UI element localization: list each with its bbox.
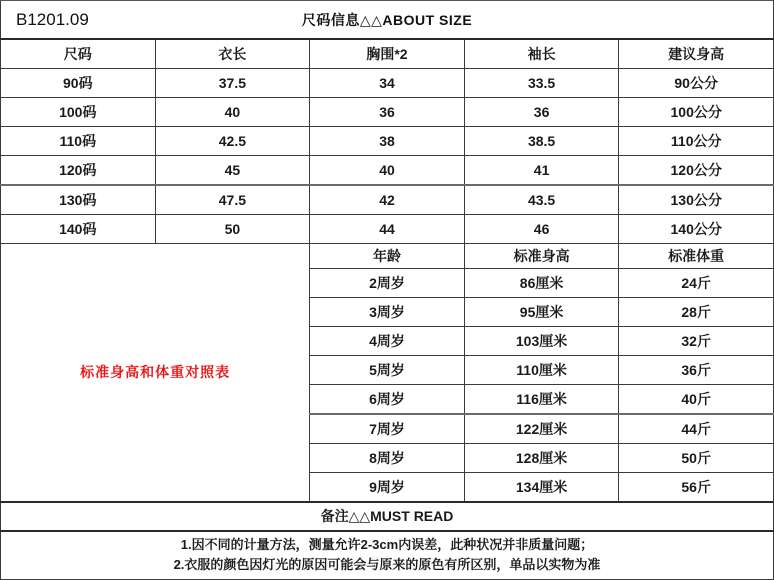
title-cell: [1, 1, 774, 40]
chest-cell: 38: [310, 127, 465, 156]
col-header-length: 衣长: [155, 39, 310, 69]
sleeve-cell: 36: [464, 98, 619, 127]
standard-table-label: 标准身高和体重对照表: [80, 364, 231, 381]
std-height-cell: 122厘米: [464, 414, 619, 444]
std-height-cell: 103厘米: [464, 326, 619, 355]
col-header-size: 尺码: [1, 39, 156, 69]
sleeve-cell: 43.5: [464, 185, 619, 215]
title-wrap: [1, 1, 773, 38]
size-cell: 120码: [1, 156, 156, 186]
length-cell: 40: [155, 98, 310, 127]
size-table-row: [1, 215, 774, 244]
std-height-cell: 134厘米: [464, 472, 619, 502]
col-header-std-height: 标准身高: [464, 244, 619, 269]
size-table-row: [1, 98, 774, 127]
height-cell: 130公分: [619, 185, 774, 215]
page-title: 尺码信息△△ABOUT SIZE: [301, 11, 473, 28]
height-cell: 120公分: [619, 156, 774, 186]
note-line-2: 2.衣服的颜色因灯光的原因可能会与原来的原色有所区别，单品以实物为准: [173, 557, 601, 573]
age-cell: 8周岁: [310, 443, 465, 472]
std-height-cell: 86厘米: [464, 268, 619, 297]
size-cell: 90码: [1, 69, 156, 98]
std-weight-cell: 36斤: [619, 355, 774, 384]
sleeve-cell: 33.5: [464, 69, 619, 98]
col-header-age: 年龄: [310, 244, 465, 269]
height-cell: 110公分: [619, 127, 774, 156]
size-cell: 100码: [1, 98, 156, 127]
size-cell: 130码: [1, 185, 156, 215]
age-cell: 2周岁: [310, 268, 465, 297]
notes-cell: [1, 531, 774, 580]
length-cell: 37.5: [155, 69, 310, 98]
sleeve-cell: 38.5: [464, 127, 619, 156]
height-cell: 90公分: [619, 69, 774, 98]
age-cell: 6周岁: [310, 384, 465, 414]
product-code: B1201.09: [16, 9, 89, 29]
title-row: [1, 1, 774, 40]
size-table-row: [1, 156, 774, 186]
chest-cell: 40: [310, 156, 465, 186]
height-cell: 100公分: [619, 98, 774, 127]
size-table-row: [1, 69, 774, 98]
std-height-cell: 128厘米: [464, 443, 619, 472]
remark-row: [1, 502, 774, 531]
age-cell: 5周岁: [310, 355, 465, 384]
std-height-cell: 95厘米: [464, 297, 619, 326]
std-weight-cell: 56斤: [619, 472, 774, 502]
length-cell: 47.5: [155, 185, 310, 215]
standard-table-header-row: [1, 244, 774, 269]
std-weight-cell: 32斤: [619, 326, 774, 355]
std-height-cell: 110厘米: [464, 355, 619, 384]
chest-cell: 42: [310, 185, 465, 215]
sleeve-cell: 46: [464, 215, 619, 244]
size-cell: 110码: [1, 127, 156, 156]
age-cell: 7周岁: [310, 414, 465, 444]
chest-cell: 44: [310, 215, 465, 244]
std-weight-cell: 40斤: [619, 384, 774, 414]
col-header-height: 建议身高: [619, 39, 774, 69]
note-line-1: 1.因不同的计量方法，测量允许2-3cm内误差，此种状况并非质量问题；: [180, 537, 594, 553]
std-weight-cell: 44斤: [619, 414, 774, 444]
length-cell: 45: [155, 156, 310, 186]
side-label-cell: [1, 244, 310, 502]
size-table-row: [1, 127, 774, 156]
size-cell: 140码: [1, 215, 156, 244]
length-cell: 42.5: [155, 127, 310, 156]
chest-cell: 36: [310, 98, 465, 127]
age-cell: 9周岁: [310, 472, 465, 502]
col-header-chest: 胸围*2: [310, 39, 465, 69]
col-header-sleeve: 袖长: [464, 39, 619, 69]
remark-title: 备注△△MUST READ: [1, 502, 774, 531]
std-height-cell: 116厘米: [464, 384, 619, 414]
age-cell: 4周岁: [310, 326, 465, 355]
size-table-row: [1, 185, 774, 215]
notes-row: [1, 531, 774, 580]
age-cell: 3周岁: [310, 297, 465, 326]
length-cell: 50: [155, 215, 310, 244]
chest-cell: 34: [310, 69, 465, 98]
size-table-header-row: [1, 39, 774, 69]
std-weight-cell: 24斤: [619, 268, 774, 297]
std-weight-cell: 50斤: [619, 443, 774, 472]
sleeve-cell: 41: [464, 156, 619, 186]
height-cell: 140公分: [619, 215, 774, 244]
col-header-std-weight: 标准体重: [619, 244, 774, 269]
std-weight-cell: 28斤: [619, 297, 774, 326]
